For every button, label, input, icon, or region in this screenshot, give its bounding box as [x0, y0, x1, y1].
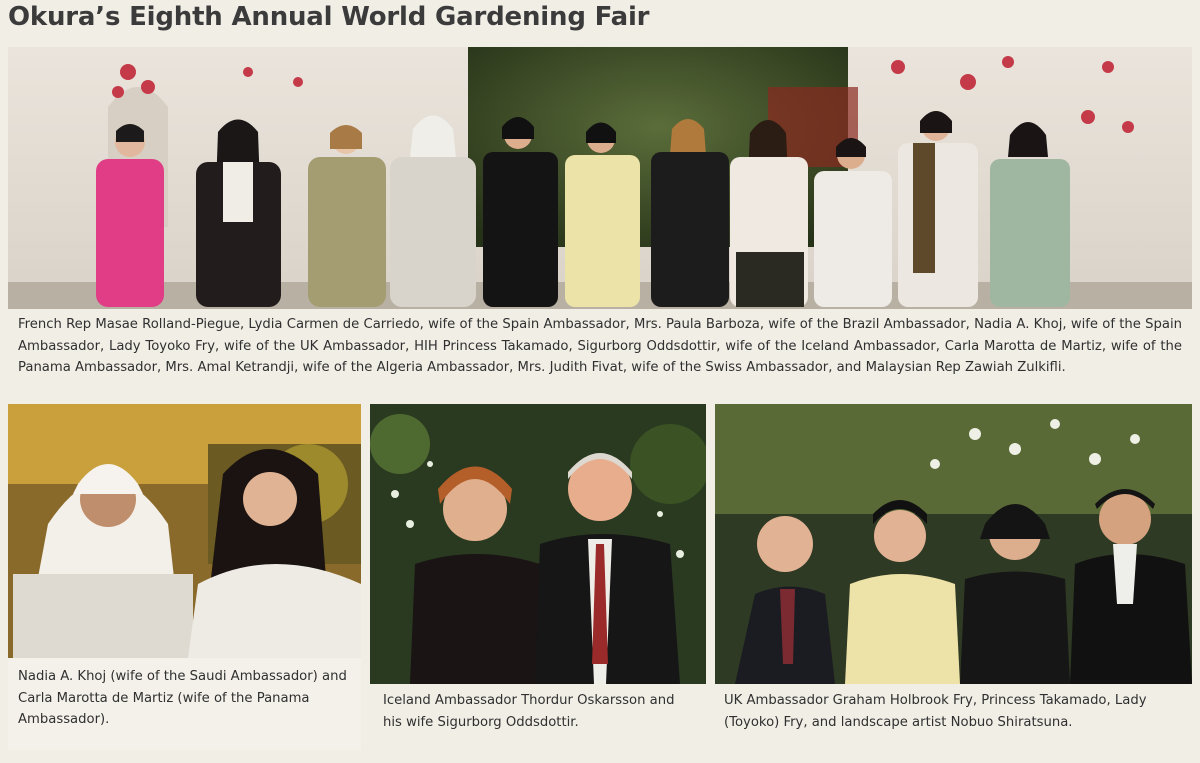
right-photo-caption: UK Ambassador Graham Holbrook Fry, Princess Takamado, Lady (Toyoko) Fry, and landscape artist Nobuo Shiratsuna.	[724, 693, 1147, 730]
group-photo-caption: French Rep Masae Rolland-Piegue, Lydia Carmen de Carriedo, wife of the Spain Ambassador, Mrs. Paula Barboza, wife of the Brazil Ambassador, Nadia A. Khoj, wife of the Spain Ambassador, Lady Toyoko Fry, wife of the UK Ambassador, HIH Princess Takamado, Sigurborg Oddsdottir, wife of the Iceland Ambassador, Carla Marotta de Martiz, wife of the Panama Ambassador, Mrs. Amal Ketrandji, wife of the Algeria Ambassador, Mrs. Judith Fivat, wife of the Swiss Ambassador, and Malaysian Rep Zawiah Zulkifli.	[18, 317, 1182, 375]
khoj-martiz-photo	[8, 404, 361, 658]
left-photo-caption: Nadia A. Khoj (wife of the Saudi Ambassador) and Carla Marotta de Martiz (wife of the Panama Ambassador).	[18, 669, 347, 727]
oskarsson-photo	[370, 404, 706, 684]
fry-takamado-photo	[715, 404, 1192, 684]
group-photo	[8, 47, 1192, 309]
middle-photo-caption: Iceland Ambassador Thordur Oskarsson and his wife Sigurborg Oddsdottir.	[383, 693, 675, 730]
article-title: Okura’s Eighth Annual World Gardening Fair	[8, 2, 650, 32]
